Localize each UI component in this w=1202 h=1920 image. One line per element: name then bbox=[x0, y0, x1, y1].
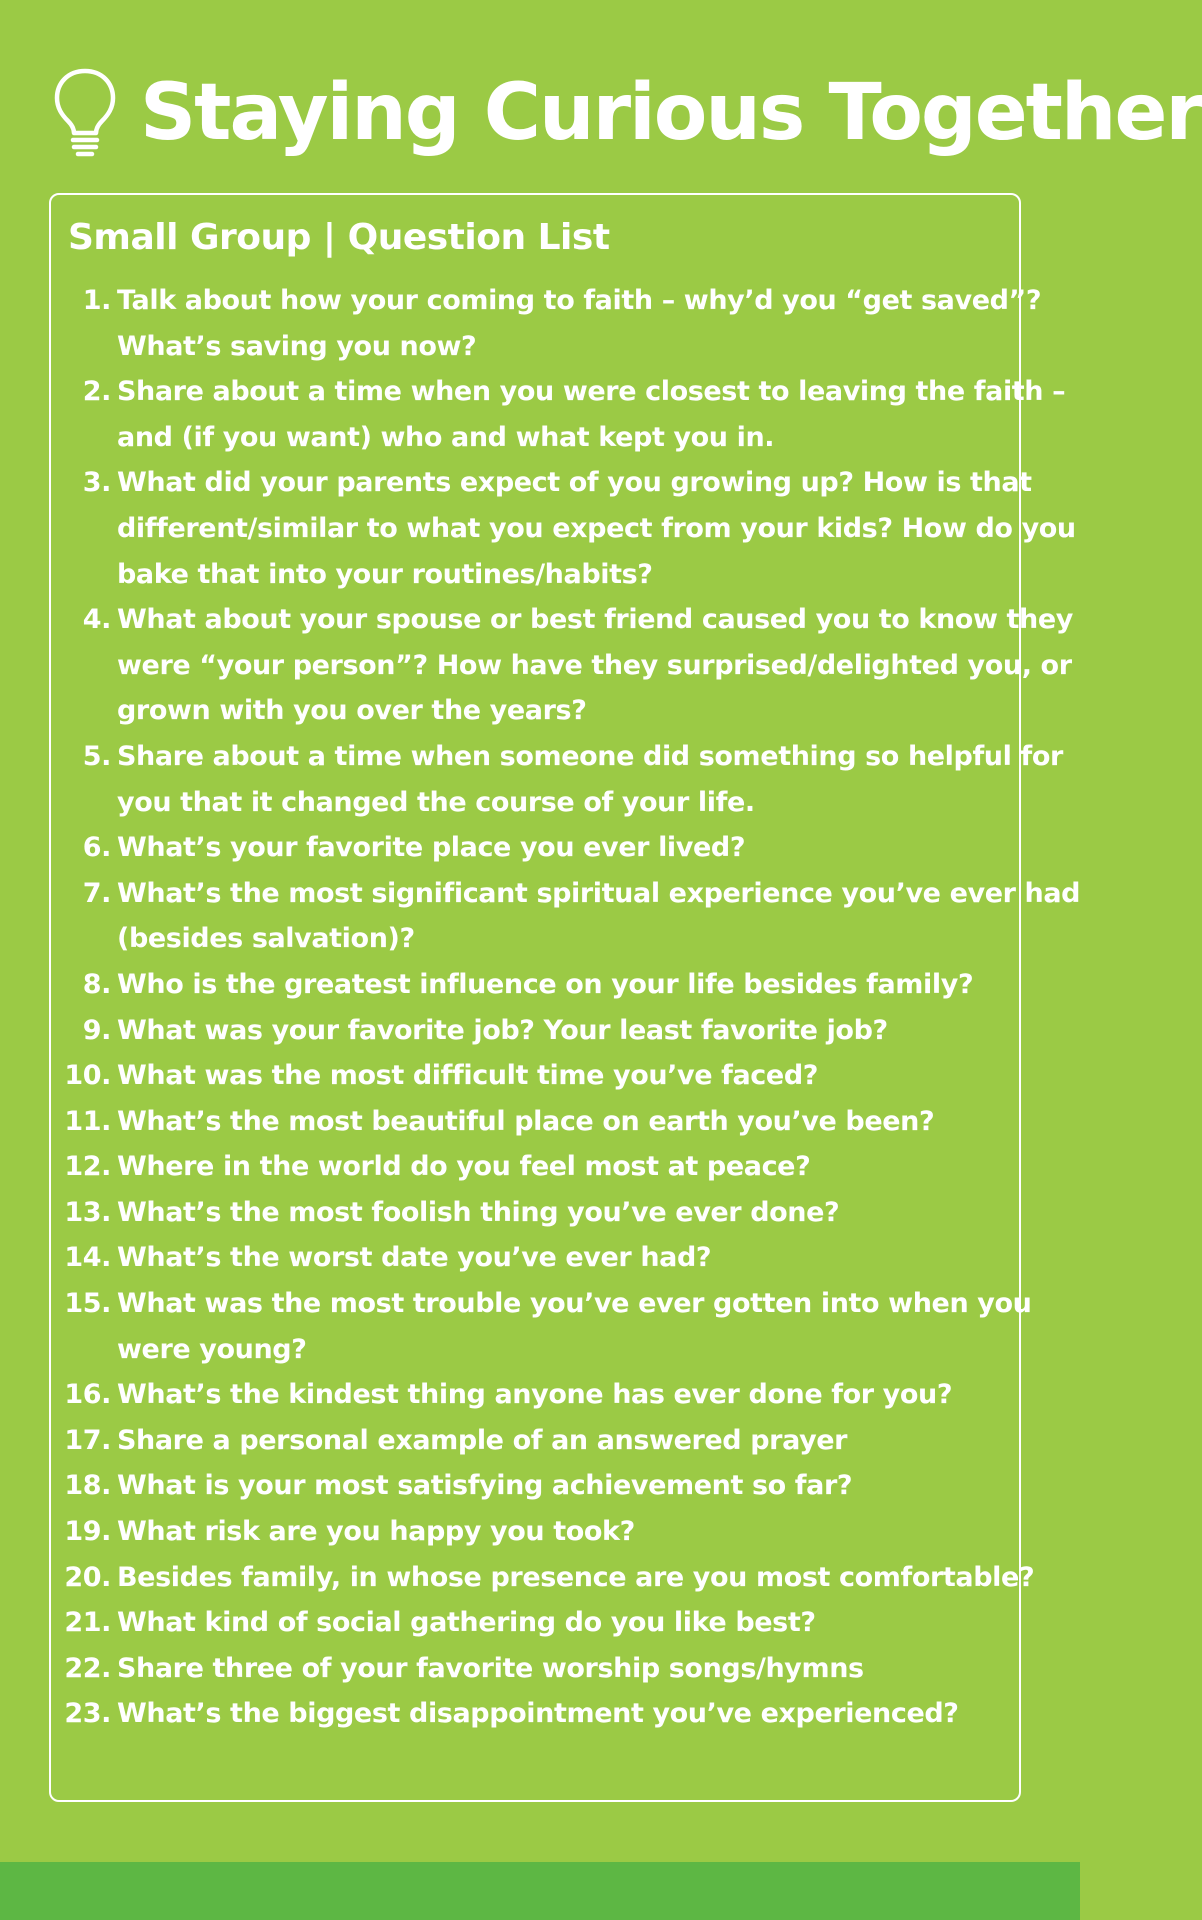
question-item bbox=[51, 734, 1063, 825]
question-item bbox=[51, 1008, 1021, 1054]
question-number: 23. bbox=[64, 1698, 111, 1730]
question-number: 1. bbox=[82, 285, 111, 316]
question-text-line: What’s the most foolish thing you’ve ever done? bbox=[117, 1196, 840, 1228]
question-text bbox=[111, 1418, 1021, 1464]
question-text-line: Who is the greatest influence on your life besides family? bbox=[117, 968, 974, 1000]
question-item bbox=[51, 597, 1073, 734]
question-text-line: Share a personal example of an answered prayer bbox=[117, 1424, 848, 1456]
question-text bbox=[111, 1144, 1021, 1190]
question-number: 21. bbox=[64, 1607, 111, 1639]
question-number: 12. bbox=[64, 1151, 111, 1183]
question-number: 16. bbox=[64, 1379, 111, 1411]
question-item bbox=[51, 369, 1066, 460]
question-number: 6. bbox=[82, 832, 111, 864]
question-text-line: What’s the worst date you’ve ever had? bbox=[117, 1242, 712, 1274]
question-number: 14. bbox=[64, 1242, 111, 1274]
question-text bbox=[111, 962, 1021, 1008]
question-number: 10. bbox=[64, 1060, 111, 1092]
question-text-line: What was the most difficult time you’ve faced? bbox=[117, 1060, 819, 1092]
question-item bbox=[51, 962, 1021, 1008]
question-text bbox=[111, 1190, 1021, 1236]
question-text-line: Share about a time when someone did something so helpful for bbox=[117, 740, 1063, 772]
question-text-line: different/similar to what you expect from your kids? How do you bbox=[117, 512, 1076, 544]
question-text-line: were young? bbox=[117, 1333, 307, 1365]
question-text-line: Where in the world do you feel most at peace? bbox=[117, 1151, 811, 1183]
question-item bbox=[51, 1053, 1021, 1099]
question-item bbox=[51, 1235, 1021, 1281]
question-item bbox=[51, 1418, 1021, 1464]
question-number: 13. bbox=[64, 1196, 111, 1228]
question-item bbox=[51, 1691, 1021, 1737]
question-text bbox=[111, 1600, 1021, 1646]
question-number: 22. bbox=[64, 1652, 111, 1684]
question-text-line: What was the most trouble you’ve ever gotten into when you bbox=[117, 1288, 1032, 1320]
question-text-line: were “your person”? How have they surprised/delighted you, or bbox=[117, 649, 1072, 681]
question-text-line: bake that into your routines/habits? bbox=[117, 558, 653, 590]
question-number: 2. bbox=[82, 376, 111, 408]
question-text-line: What was your favorite job? Your least favorite job? bbox=[117, 1014, 888, 1046]
question-text bbox=[111, 825, 1021, 871]
page-header bbox=[52, 58, 1202, 168]
question-item bbox=[51, 1144, 1021, 1190]
question-number: 3. bbox=[82, 467, 111, 499]
question-text-line: What’s the most beautiful place on earth you’ve been? bbox=[117, 1105, 935, 1137]
question-text-line: What kind of social gathering do you like best? bbox=[117, 1607, 816, 1639]
question-item bbox=[51, 1190, 1021, 1236]
question-text-line: What’s the kindest thing anyone has ever done for you? bbox=[117, 1379, 953, 1411]
question-text-line: What’s the biggest disappointment you’ve experienced? bbox=[117, 1698, 959, 1730]
question-item bbox=[51, 1463, 1021, 1509]
question-number: 11. bbox=[64, 1105, 111, 1137]
lightbulb-icon bbox=[52, 67, 118, 159]
question-item bbox=[51, 871, 1081, 962]
question-number: 20. bbox=[64, 1561, 111, 1593]
question-text-line: grown with you over the years? bbox=[117, 695, 587, 727]
question-item bbox=[51, 460, 1076, 597]
question-text bbox=[111, 460, 1114, 597]
question-text-line: What’s your favorite place you ever lived? bbox=[117, 832, 746, 864]
question-number: 19. bbox=[64, 1516, 111, 1548]
question-text bbox=[111, 369, 1103, 460]
question-number: 8. bbox=[82, 968, 111, 1000]
question-text-line: (besides salvation)? bbox=[117, 923, 415, 955]
question-text-line: What risk are you happy you took? bbox=[117, 1516, 635, 1548]
question-item bbox=[51, 1509, 1021, 1555]
question-text bbox=[111, 1509, 1021, 1555]
question-text-line: What is your most satisfying achievement so far? bbox=[117, 1470, 853, 1502]
question-text bbox=[111, 1646, 1021, 1692]
question-number: 5. bbox=[82, 740, 111, 772]
question-text bbox=[111, 597, 1111, 734]
question-text-line: What’s saving you now? bbox=[117, 330, 477, 362]
question-text-line: Share three of your favorite worship songs/hymns bbox=[117, 1652, 864, 1684]
question-text-line: you that it changed the course of your life. bbox=[117, 786, 755, 818]
question-text bbox=[111, 1372, 1021, 1418]
question-item bbox=[51, 1600, 1021, 1646]
question-text-line: Talk about how your coming to faith – why’d you “get saved”? bbox=[117, 285, 1042, 316]
question-text-line: What did your parents expect of you growing up? How is that bbox=[117, 467, 1032, 499]
footer-band bbox=[0, 1862, 1080, 1920]
question-text-line: Share about a time when you were closest to leaving the faith – bbox=[117, 376, 1066, 408]
question-item bbox=[51, 1555, 1035, 1601]
question-text bbox=[111, 1691, 1021, 1737]
question-number: 9. bbox=[82, 1014, 111, 1046]
question-text bbox=[111, 1235, 1021, 1281]
question-text bbox=[111, 1281, 1069, 1372]
question-item bbox=[51, 1281, 1032, 1372]
question-text bbox=[111, 1099, 1021, 1145]
question-item bbox=[51, 1099, 1021, 1145]
question-text bbox=[111, 734, 1101, 825]
question-number: 17. bbox=[64, 1424, 111, 1456]
question-number: 4. bbox=[82, 604, 111, 636]
page-title: Staying Curious Together bbox=[140, 68, 1202, 158]
question-list bbox=[51, 278, 1081, 1737]
question-item bbox=[51, 1372, 1021, 1418]
question-item bbox=[51, 1646, 1021, 1692]
question-text-line: What about your spouse or best friend caused you to know they bbox=[117, 604, 1073, 636]
question-text bbox=[111, 871, 1118, 962]
question-text bbox=[111, 1463, 1021, 1509]
question-number: 15. bbox=[64, 1288, 111, 1320]
panel-subtitle: Small Group | Question List bbox=[68, 217, 610, 258]
question-text-line: Besides family, in whose presence are you most comfortable? bbox=[117, 1561, 1035, 1593]
question-item bbox=[51, 825, 1021, 871]
question-text-line: and (if you want) who and what kept you in. bbox=[117, 421, 775, 453]
question-text bbox=[111, 1555, 1072, 1601]
question-item bbox=[51, 278, 1042, 369]
question-text bbox=[111, 278, 1079, 369]
question-panel bbox=[49, 193, 1081, 1802]
question-number: 18. bbox=[64, 1470, 111, 1502]
question-text bbox=[111, 1053, 1021, 1099]
question-text-line: What’s the most significant spiritual experience you’ve ever had bbox=[117, 877, 1081, 909]
question-number: 7. bbox=[82, 877, 111, 909]
question-text bbox=[111, 1008, 1021, 1054]
